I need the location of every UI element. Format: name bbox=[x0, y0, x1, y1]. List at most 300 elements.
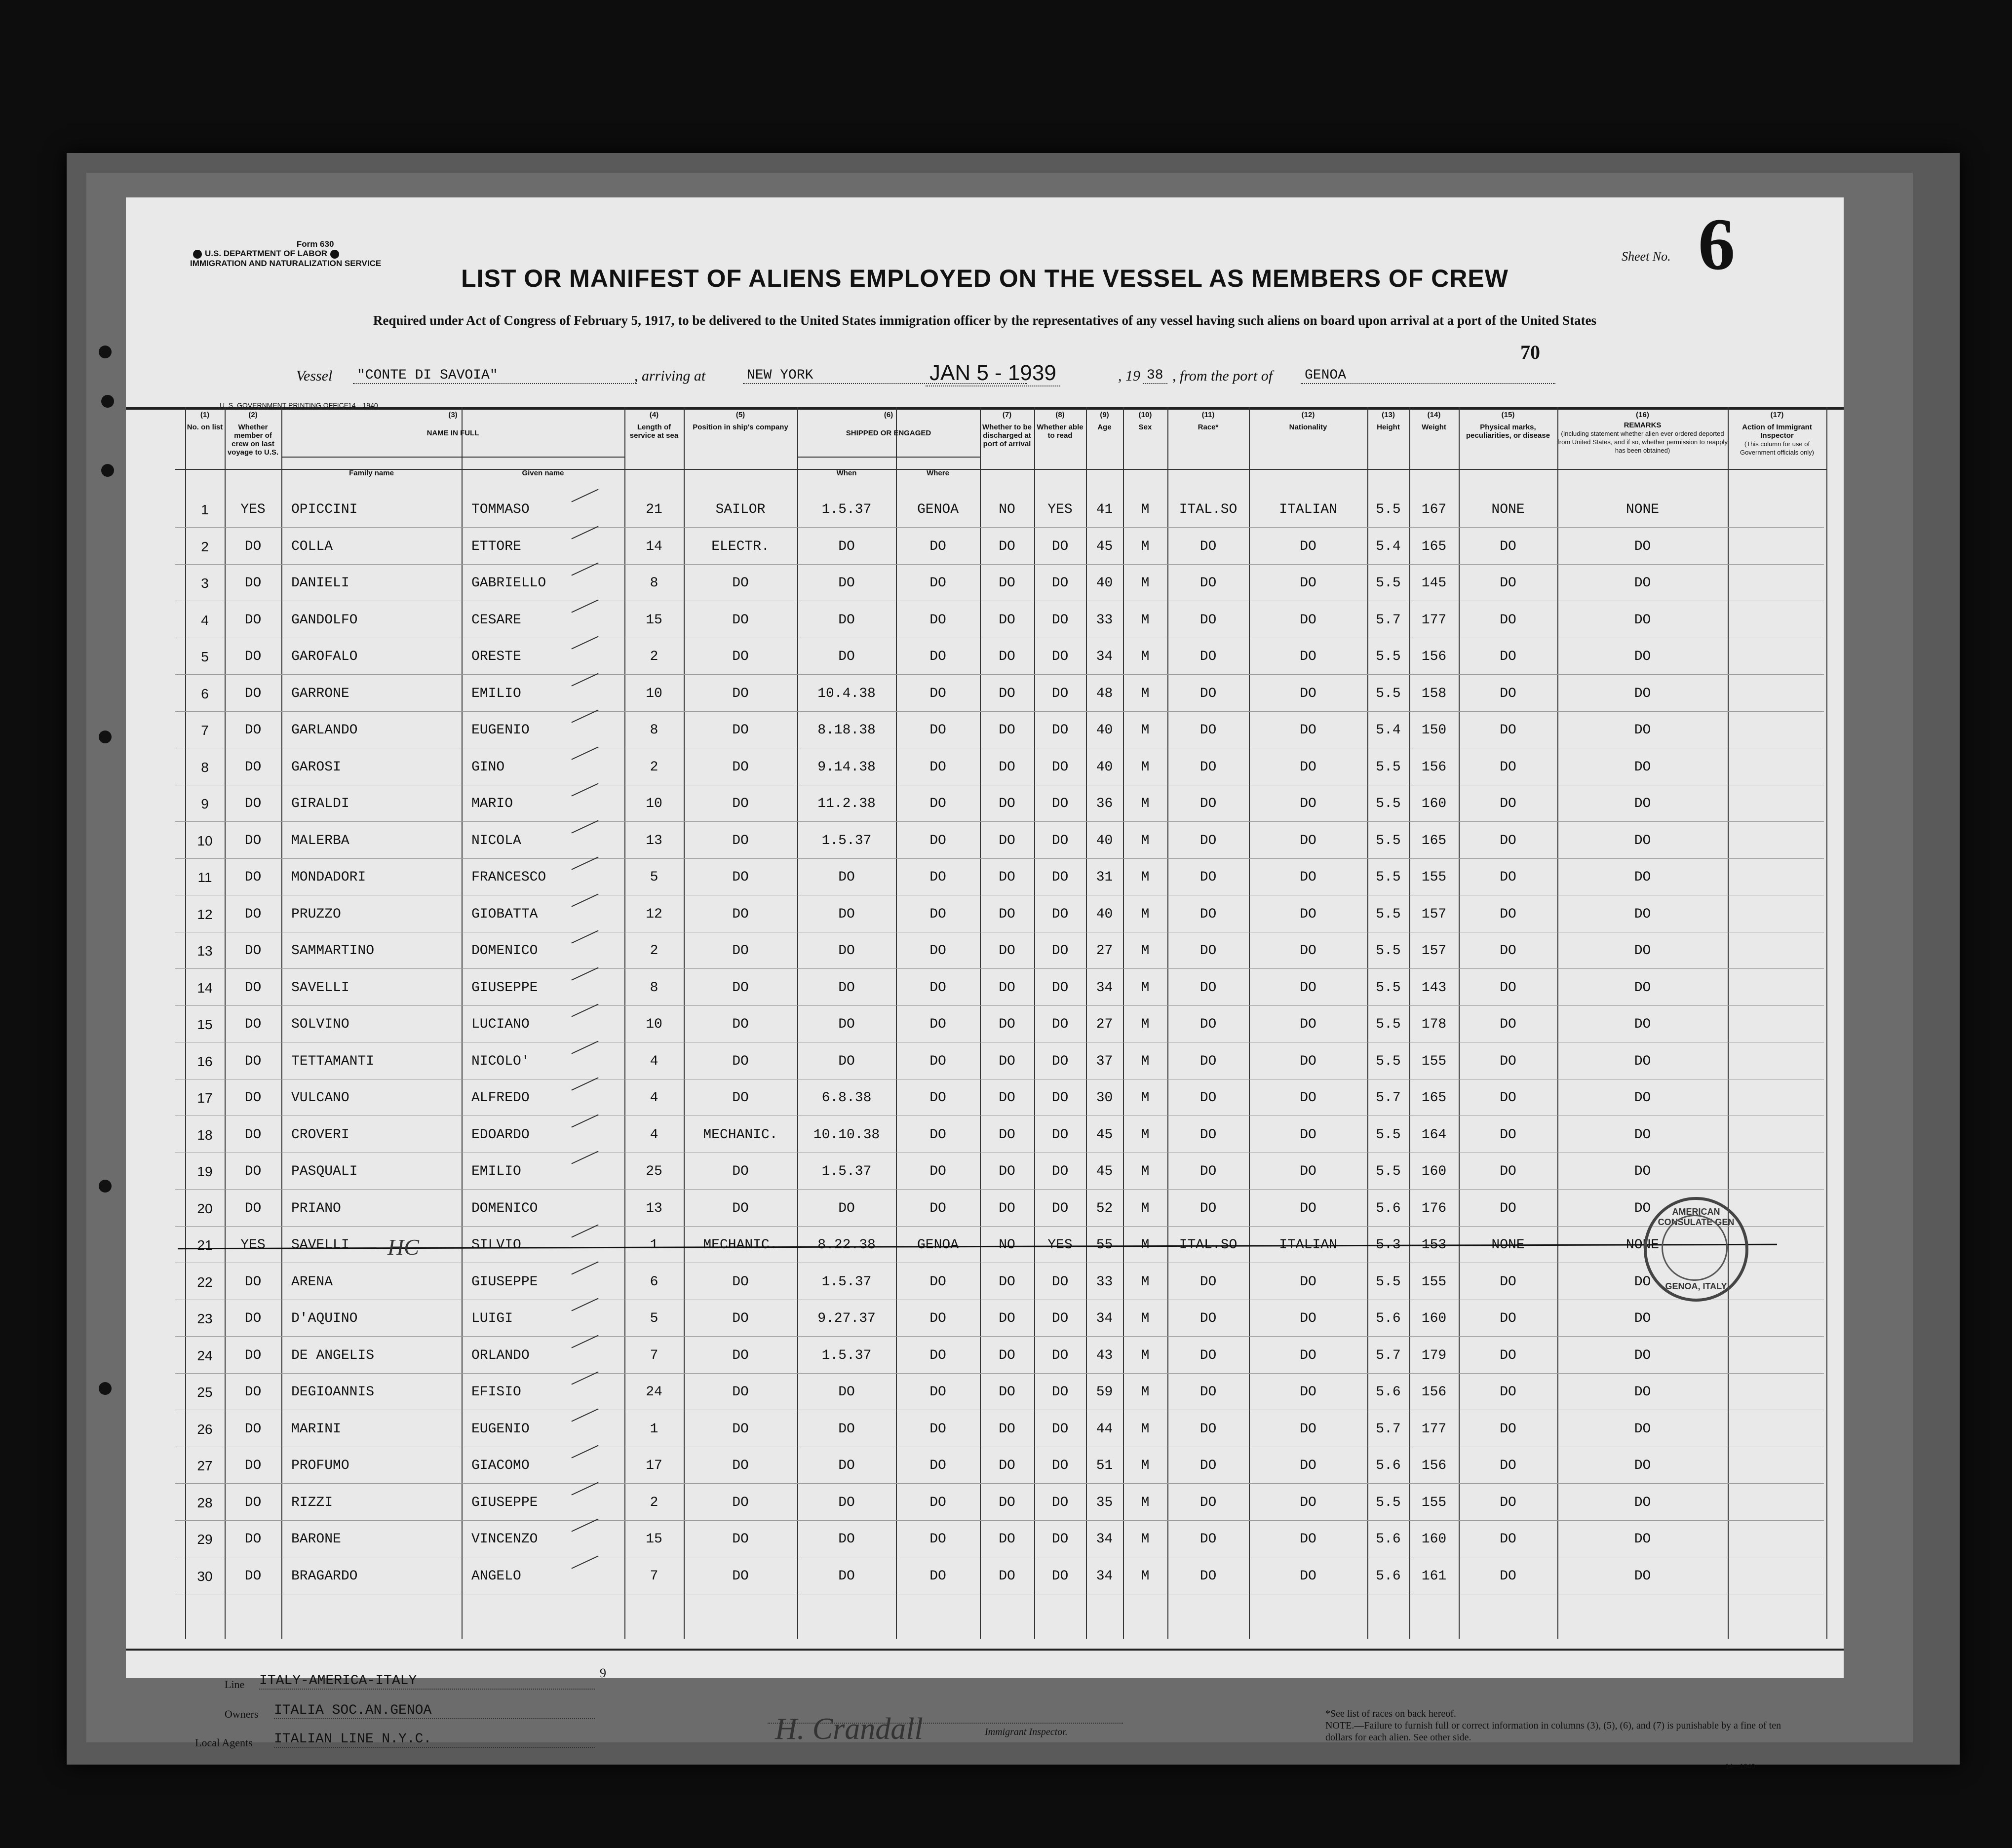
cell-race: DO bbox=[1199, 686, 1217, 701]
cell-nat: DO bbox=[1300, 906, 1316, 922]
cell-where: DO bbox=[929, 1568, 946, 1584]
cell-position: DO bbox=[732, 612, 749, 628]
cell-no: 4 bbox=[201, 612, 209, 628]
cell-disch: DO bbox=[999, 796, 1015, 811]
manifest-sheet bbox=[126, 197, 1844, 1770]
table-row bbox=[126, 1374, 1844, 1410]
cell-age: 45 bbox=[1096, 1164, 1113, 1179]
form-code: 14—1940 bbox=[348, 401, 378, 409]
cell-disch: DO bbox=[999, 1017, 1015, 1032]
cell-height: 5.5 bbox=[1376, 1495, 1401, 1510]
cell-service: 7 bbox=[650, 1568, 658, 1584]
cell-age: 31 bbox=[1096, 870, 1113, 885]
cell-read: DO bbox=[1051, 1458, 1069, 1473]
cell-race: DO bbox=[1199, 796, 1217, 811]
check-mark-icon bbox=[571, 709, 598, 723]
form-identifier bbox=[190, 239, 381, 268]
cell-nat: DO bbox=[1300, 1532, 1316, 1547]
cell-where: DO bbox=[929, 1421, 946, 1437]
cell-weight: 161 bbox=[1421, 1568, 1447, 1584]
cell-service: 13 bbox=[646, 1200, 662, 1216]
cell-race: DO bbox=[1199, 980, 1217, 996]
cell-age: 33 bbox=[1096, 1274, 1113, 1290]
cell-when: 9.27.37 bbox=[817, 1311, 876, 1326]
cell-marks: DO bbox=[1500, 980, 1516, 996]
column-subheader: Where bbox=[927, 469, 949, 477]
column-sublabel: (Including statement whether alien ever ordered deported from United States, and if so, whether permission to reapply has been obtained) bbox=[1557, 430, 1728, 454]
cell-sex: M bbox=[1141, 943, 1150, 959]
cell-marks: DO bbox=[1500, 1348, 1516, 1363]
check-mark-icon bbox=[571, 820, 598, 833]
cell-no: 5 bbox=[201, 649, 209, 664]
cell-remarks: DO bbox=[1634, 943, 1651, 959]
cell-race: DO bbox=[1199, 1495, 1217, 1510]
cell-remarks: DO bbox=[1634, 1532, 1651, 1547]
table-row bbox=[126, 1484, 1844, 1521]
cell-where: DO bbox=[929, 833, 946, 848]
cell-prev: DO bbox=[244, 539, 262, 554]
cell-read: YES bbox=[1047, 502, 1073, 517]
cell-service: 21 bbox=[646, 502, 662, 517]
cell-prev: DO bbox=[244, 1348, 262, 1363]
cell-race: DO bbox=[1199, 649, 1217, 664]
cell-remarks: DO bbox=[1634, 870, 1651, 885]
cell-where: DO bbox=[929, 759, 946, 775]
table-row bbox=[126, 932, 1844, 969]
cell-race: DO bbox=[1199, 1164, 1217, 1179]
cell-remarks: DO bbox=[1634, 1274, 1651, 1290]
cell-weight: 156 bbox=[1421, 759, 1447, 775]
cell-read: DO bbox=[1051, 686, 1069, 701]
cell-age: 40 bbox=[1096, 723, 1113, 738]
cell-disch: DO bbox=[999, 1568, 1015, 1584]
cell-where: DO bbox=[929, 1164, 946, 1179]
cell-read: DO bbox=[1051, 906, 1069, 922]
cell-nat: DO bbox=[1300, 1311, 1316, 1326]
cell-service: 24 bbox=[646, 1385, 662, 1400]
column-subheader: When bbox=[836, 469, 857, 477]
cell-marks: DO bbox=[1500, 723, 1516, 738]
cell-no: 27 bbox=[197, 1458, 213, 1473]
cell-family: SOLVINO bbox=[291, 1017, 349, 1032]
cell-remarks: DO bbox=[1634, 576, 1651, 591]
cell-age: 55 bbox=[1096, 1237, 1113, 1253]
cell-race: DO bbox=[1199, 1274, 1217, 1290]
cell-family: RIZZI bbox=[291, 1495, 333, 1510]
cell-remarks: DO bbox=[1634, 906, 1651, 922]
column-number: (2) bbox=[248, 411, 258, 419]
cell-position: DO bbox=[732, 1458, 749, 1473]
column-label: Sex bbox=[1138, 423, 1152, 431]
cell-weight: 167 bbox=[1421, 502, 1447, 517]
check-mark-icon bbox=[571, 673, 598, 686]
cell-disch: DO bbox=[999, 1348, 1015, 1363]
cell-when: DO bbox=[838, 1495, 855, 1510]
cell-no: 18 bbox=[197, 1127, 213, 1143]
races-note: *See list of races on back hereof. bbox=[1325, 1708, 1456, 1719]
cell-no: 11 bbox=[197, 870, 212, 885]
cell-prev: DO bbox=[244, 906, 262, 922]
cell-position: DO bbox=[732, 1532, 749, 1547]
cell-position: DO bbox=[732, 1164, 749, 1179]
column-label: Age bbox=[1097, 423, 1112, 431]
cell-race: DO bbox=[1199, 1311, 1217, 1326]
check-mark-icon bbox=[571, 636, 598, 649]
cell-prev: DO bbox=[244, 612, 262, 628]
cell-prev: DO bbox=[244, 1421, 262, 1437]
punch-hole bbox=[99, 1382, 112, 1395]
cell-age: 52 bbox=[1096, 1200, 1113, 1216]
column-header bbox=[281, 411, 624, 437]
column-label: Weight bbox=[1422, 423, 1446, 431]
table-row bbox=[126, 1447, 1844, 1484]
cell-service: 13 bbox=[646, 833, 662, 848]
cell-disch: DO bbox=[999, 759, 1015, 775]
cell-no: 14 bbox=[197, 980, 213, 996]
cell-marks: DO bbox=[1500, 906, 1516, 922]
cell-no: 16 bbox=[197, 1053, 213, 1069]
check-mark-icon bbox=[571, 599, 598, 613]
cell-height: 5.7 bbox=[1376, 1421, 1401, 1437]
cell-given: ALFREDO bbox=[471, 1090, 530, 1106]
cell-sex: M bbox=[1141, 686, 1150, 701]
cell-family: DE ANGELIS bbox=[291, 1348, 375, 1363]
cell-where: DO bbox=[929, 1274, 946, 1290]
cell-disch: DO bbox=[999, 1458, 1015, 1473]
line-value: ITALY-AMERICA-ITALY bbox=[259, 1673, 595, 1690]
column-header bbox=[624, 411, 684, 440]
cell-position: DO bbox=[732, 723, 749, 738]
cell-age: 27 bbox=[1096, 1017, 1113, 1032]
cell-race: DO bbox=[1199, 1200, 1217, 1216]
check-mark-icon bbox=[571, 1040, 598, 1054]
cell-read: DO bbox=[1051, 723, 1069, 738]
cell-service: 10 bbox=[646, 796, 662, 811]
cell-disch: NO bbox=[999, 1237, 1015, 1253]
cell-remarks: NONE bbox=[1625, 502, 1660, 517]
cell-nat: DO bbox=[1300, 1090, 1316, 1106]
cell-no: 17 bbox=[197, 1090, 213, 1106]
column-label: Physical marks, peculiarities, or disease bbox=[1466, 423, 1550, 440]
cell-prev: DO bbox=[244, 686, 262, 701]
cell-race: DO bbox=[1199, 576, 1217, 591]
cell-position: DO bbox=[732, 1495, 749, 1510]
cell-no: 8 bbox=[201, 759, 209, 775]
cell-family: BRAGARDO bbox=[291, 1568, 358, 1584]
cell-remarks: DO bbox=[1634, 1200, 1651, 1216]
cell-age: 33 bbox=[1096, 612, 1113, 628]
column-label: Position in ship's company bbox=[693, 423, 788, 431]
cell-prev: DO bbox=[244, 833, 262, 848]
cell-weight: 157 bbox=[1421, 906, 1447, 922]
cell-no: 6 bbox=[201, 686, 209, 701]
cell-weight: 155 bbox=[1421, 870, 1447, 885]
cell-family: PASQUALI bbox=[291, 1164, 358, 1179]
cell-weight: 145 bbox=[1421, 576, 1447, 591]
cell-remarks: DO bbox=[1634, 1348, 1651, 1363]
cell-read: YES bbox=[1047, 1237, 1073, 1253]
cell-weight: 155 bbox=[1421, 1495, 1447, 1510]
cell-height: 5.6 bbox=[1376, 1311, 1401, 1326]
cell-remarks: DO bbox=[1634, 980, 1651, 996]
cell-position: DO bbox=[732, 1200, 749, 1216]
inspector-label: Immigrant Inspector. bbox=[985, 1727, 1068, 1737]
arrival-port: NEW YORK bbox=[743, 368, 1027, 384]
cell-where: DO bbox=[929, 1495, 946, 1510]
cell-age: 48 bbox=[1096, 686, 1113, 701]
cell-height: 5.5 bbox=[1376, 906, 1401, 922]
cell-where: GENOA bbox=[917, 1237, 959, 1253]
cell-service: 5 bbox=[650, 1311, 658, 1326]
cell-age: 41 bbox=[1096, 502, 1113, 517]
check-mark-icon bbox=[571, 1298, 598, 1311]
department-name: U.S. DEPARTMENT OF LABOR bbox=[205, 249, 328, 258]
cell-height: 5.7 bbox=[1376, 1090, 1401, 1106]
local-agents-label: Local Agents bbox=[195, 1736, 253, 1749]
cell-remarks: DO bbox=[1634, 1385, 1651, 1400]
stamp-bottom-text: GENOA, ITALY bbox=[1665, 1281, 1727, 1291]
stamped-number: 70 bbox=[1520, 341, 1540, 363]
cell-weight: 158 bbox=[1421, 686, 1447, 701]
cell-read: DO bbox=[1051, 1348, 1069, 1363]
cell-service: 10 bbox=[646, 686, 662, 701]
cell-marks: DO bbox=[1500, 1458, 1516, 1473]
cell-service: 8 bbox=[650, 576, 658, 591]
cell-no: 30 bbox=[197, 1568, 213, 1584]
cell-given: VINCENZO bbox=[471, 1532, 538, 1547]
cell-read: DO bbox=[1051, 1164, 1069, 1179]
cell-nat: DO bbox=[1300, 980, 1316, 996]
cell-when: DO bbox=[838, 1017, 855, 1032]
table-row bbox=[126, 896, 1844, 932]
cell-given: EUGENIO bbox=[471, 723, 530, 738]
cell-nat: DO bbox=[1300, 612, 1316, 628]
cell-position: DO bbox=[732, 943, 749, 959]
cell-remarks: DO bbox=[1634, 1017, 1651, 1032]
check-mark-icon bbox=[571, 1003, 598, 1017]
cell-nat: DO bbox=[1300, 1458, 1316, 1473]
column-label: NAME IN FULL bbox=[426, 429, 479, 437]
column-header bbox=[185, 411, 225, 431]
cell-given: GINO bbox=[471, 759, 505, 775]
cell-read: DO bbox=[1051, 1200, 1069, 1216]
table-row bbox=[126, 859, 1844, 895]
cell-nat: DO bbox=[1300, 1385, 1316, 1400]
column-number: (6) bbox=[884, 411, 893, 419]
cell-marks: DO bbox=[1500, 539, 1516, 554]
cell-height: 5.6 bbox=[1376, 1200, 1401, 1216]
cell-weight: 179 bbox=[1421, 1348, 1447, 1363]
column-number: (15) bbox=[1501, 411, 1515, 419]
departure-port: GENOA bbox=[1301, 368, 1555, 384]
cell-no: 29 bbox=[197, 1532, 213, 1547]
cell-disch: DO bbox=[999, 612, 1015, 628]
cell-sex: M bbox=[1141, 576, 1150, 591]
cell-race: ITAL.SO bbox=[1179, 502, 1238, 517]
cell-where: GENOA bbox=[917, 502, 959, 517]
cell-height: 5.5 bbox=[1376, 1017, 1401, 1032]
cell-read: DO bbox=[1051, 1274, 1069, 1290]
cell-no: 25 bbox=[197, 1385, 213, 1400]
line-mark: 9 bbox=[600, 1666, 606, 1680]
cell-when: DO bbox=[838, 576, 855, 591]
cell-when: 11.2.38 bbox=[817, 796, 876, 811]
cell-when: 6.8.38 bbox=[821, 1090, 872, 1106]
cell-read: DO bbox=[1051, 1385, 1069, 1400]
cell-prev: DO bbox=[244, 1053, 262, 1069]
punch-hole bbox=[101, 395, 114, 408]
cell-prev: DO bbox=[244, 1127, 262, 1143]
cell-given: ORESTE bbox=[471, 649, 521, 664]
cell-read: DO bbox=[1051, 980, 1069, 996]
cell-height: 5.6 bbox=[1376, 1458, 1401, 1473]
cell-disch: DO bbox=[999, 980, 1015, 996]
check-mark-icon bbox=[571, 930, 598, 943]
cell-race: DO bbox=[1199, 1568, 1217, 1584]
cell-where: DO bbox=[929, 1385, 946, 1400]
cell-family: PRUZZO bbox=[291, 906, 341, 922]
cell-prev: DO bbox=[244, 576, 262, 591]
cell-disch: DO bbox=[999, 1274, 1015, 1290]
cell-race: DO bbox=[1199, 1348, 1217, 1363]
cell-family: MONDADORI bbox=[291, 870, 366, 885]
from-port-label: , from the port of bbox=[1172, 368, 1273, 384]
cell-service: 1 bbox=[650, 1421, 658, 1437]
form-number: Form 630 bbox=[296, 239, 334, 249]
cell-prev: DO bbox=[244, 1458, 262, 1473]
cell-when: 1.5.37 bbox=[821, 1164, 872, 1179]
table-row bbox=[126, 675, 1844, 712]
cell-read: DO bbox=[1051, 759, 1069, 775]
cell-prev: DO bbox=[244, 1532, 262, 1547]
cell-sex: M bbox=[1141, 980, 1150, 996]
cell-family: SAVELLI bbox=[291, 980, 349, 996]
cell-height: 5.5 bbox=[1376, 833, 1401, 848]
cell-family: SAVELLI bbox=[291, 1237, 349, 1253]
cell-when: DO bbox=[838, 1458, 855, 1473]
cell-marks: DO bbox=[1500, 1200, 1516, 1216]
cell-where: DO bbox=[929, 1458, 946, 1473]
cell-race: DO bbox=[1199, 870, 1217, 885]
cell-prev: DO bbox=[244, 1090, 262, 1106]
cell-nat: DO bbox=[1300, 943, 1316, 959]
cell-prev: DO bbox=[244, 980, 262, 996]
cell-prev: DO bbox=[244, 1568, 262, 1584]
cell-race: DO bbox=[1199, 539, 1217, 554]
cell-read: DO bbox=[1051, 1311, 1069, 1326]
check-mark-icon bbox=[571, 1261, 598, 1274]
cell-read: DO bbox=[1051, 612, 1069, 628]
cell-no: 7 bbox=[201, 723, 209, 738]
cell-weight: 153 bbox=[1421, 1237, 1447, 1253]
column-header bbox=[1034, 411, 1086, 440]
column-number: (12) bbox=[1301, 411, 1315, 419]
column-label: Whether able to read bbox=[1037, 423, 1083, 440]
cell-remarks: DO bbox=[1634, 1568, 1651, 1584]
footer-notes bbox=[1325, 1708, 1799, 1743]
check-mark-icon bbox=[571, 562, 598, 576]
cell-race: DO bbox=[1199, 1458, 1217, 1473]
cell-position: DO bbox=[732, 1348, 749, 1363]
cell-marks: DO bbox=[1500, 1164, 1516, 1179]
cell-weight: 155 bbox=[1421, 1053, 1447, 1069]
cell-no: 13 bbox=[197, 943, 213, 959]
cell-sex: M bbox=[1141, 759, 1150, 775]
cell-sex: M bbox=[1141, 723, 1150, 738]
cell-family: MALERBA bbox=[291, 833, 349, 848]
cell-marks: DO bbox=[1500, 1090, 1516, 1106]
cell-disch: DO bbox=[999, 576, 1015, 591]
cell-read: DO bbox=[1051, 1532, 1069, 1547]
cell-prev: YES bbox=[240, 502, 266, 517]
cell-where: DO bbox=[929, 1348, 946, 1363]
cell-sex: M bbox=[1141, 1017, 1150, 1032]
cell-prev: DO bbox=[244, 796, 262, 811]
column-label: Length of service at sea bbox=[629, 423, 679, 440]
document-subtitle: Required under Act of Congress of February 5, 1917, to be delivered to the United States immigration officer by the representatives of any vessel having such aliens on board upon arrival at a port of the United States bbox=[373, 313, 1597, 328]
column-header bbox=[225, 411, 281, 457]
sheet-label: Sheet No. bbox=[1622, 249, 1671, 264]
cell-read: DO bbox=[1051, 539, 1069, 554]
cell-weight: 165 bbox=[1421, 539, 1447, 554]
column-header bbox=[1086, 411, 1123, 431]
cell-service: 25 bbox=[646, 1164, 662, 1179]
cell-nat: DO bbox=[1300, 723, 1316, 738]
cell-prev: DO bbox=[244, 1017, 262, 1032]
cell-marks: DO bbox=[1500, 1053, 1516, 1069]
cell-age: 51 bbox=[1096, 1458, 1113, 1473]
cell-race: DO bbox=[1199, 1090, 1217, 1106]
cell-height: 5.7 bbox=[1376, 1348, 1401, 1363]
check-mark-icon bbox=[571, 1335, 598, 1348]
column-label: Action of Immigrant Inspector bbox=[1742, 423, 1812, 440]
cell-disch: DO bbox=[999, 906, 1015, 922]
cell-position: SAILOR bbox=[715, 502, 766, 517]
cell-where: DO bbox=[929, 1017, 946, 1032]
table-row bbox=[126, 712, 1844, 748]
column-label: Height bbox=[1377, 423, 1400, 431]
cell-sex: M bbox=[1141, 1348, 1150, 1363]
cell-height: 5.5 bbox=[1376, 1053, 1401, 1069]
cell-service: 2 bbox=[650, 759, 658, 775]
table-row bbox=[126, 969, 1844, 1006]
row-20-initials: HC bbox=[387, 1234, 419, 1260]
table-row bbox=[126, 1264, 1844, 1300]
cell-remarks: DO bbox=[1634, 1164, 1651, 1179]
check-mark-icon bbox=[571, 1555, 598, 1569]
owners-value: ITALIA SOC.AN.GENOA bbox=[274, 1703, 595, 1719]
cell-when: 1.5.37 bbox=[821, 833, 872, 848]
cell-height: 5.3 bbox=[1376, 1237, 1401, 1253]
cell-sex: M bbox=[1141, 502, 1150, 517]
cell-race: DO bbox=[1199, 1053, 1217, 1069]
cell-position: DO bbox=[732, 1053, 749, 1069]
cell-prev: DO bbox=[244, 1495, 262, 1510]
check-mark-icon bbox=[571, 856, 598, 870]
cell-prev: DO bbox=[244, 1200, 262, 1216]
check-mark-icon bbox=[571, 1518, 598, 1532]
cell-sex: M bbox=[1141, 1458, 1150, 1473]
cell-given: GABRIELLO bbox=[471, 576, 546, 591]
cell-sex: M bbox=[1141, 612, 1150, 628]
cell-height: 5.4 bbox=[1376, 723, 1401, 738]
cell-race: DO bbox=[1199, 943, 1217, 959]
column-header bbox=[1459, 411, 1557, 440]
cell-read: DO bbox=[1051, 649, 1069, 664]
cell-nat: DO bbox=[1300, 1568, 1316, 1584]
cell-age: 40 bbox=[1096, 759, 1113, 775]
cell-disch: DO bbox=[999, 943, 1015, 959]
